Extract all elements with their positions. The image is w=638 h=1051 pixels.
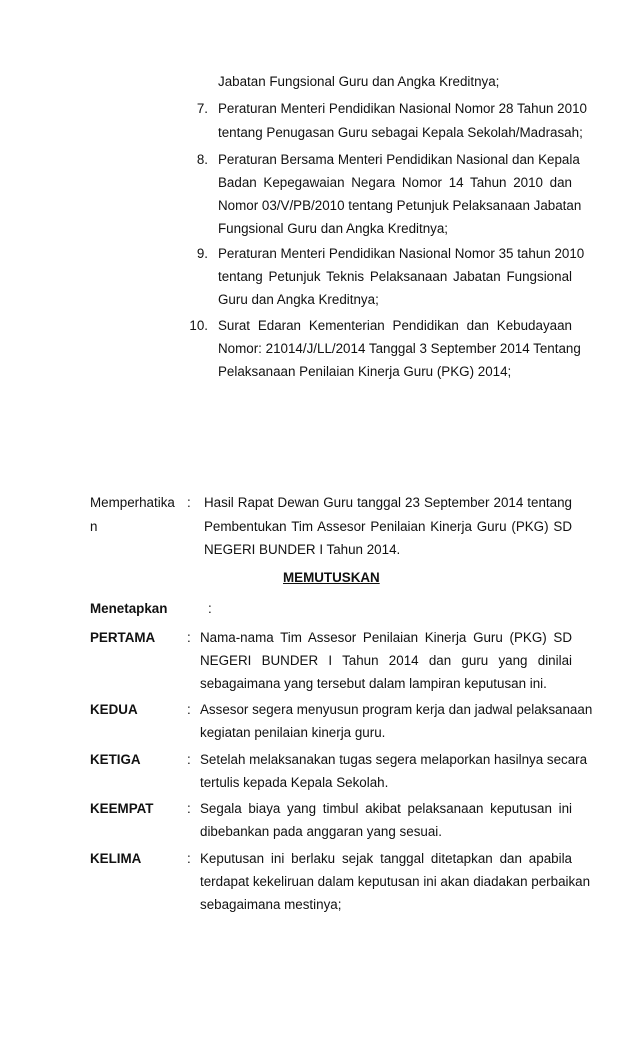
list-item-line: Nomor 03/V/PB/2010 tentang Petunjuk Pelaksanaan Jabatan xyxy=(218,198,582,213)
decision-label-kedua: KEDUA xyxy=(90,702,138,717)
list-number: 7. xyxy=(196,101,208,116)
decision-colon: : xyxy=(187,801,191,816)
list-item-line: Pelaksanaan Penilaian Kinerja Guru (PKG) 2014; xyxy=(218,364,512,379)
decision-colon: : xyxy=(187,702,191,717)
decision-label-keempat: KEEMPAT xyxy=(90,801,154,816)
decision-text-line: terdapat kekeliruan dalam keputusan ini akan diadakan perbaikan xyxy=(200,874,591,889)
memperhatikan-colon: : xyxy=(187,495,191,510)
list-item-line: Peraturan Bersama Menteri Pendidikan Nasional dan Kepala xyxy=(218,152,580,167)
decision-label-ketiga: KETIGA xyxy=(90,752,141,767)
menetapkan-label: Menetapkan xyxy=(90,601,168,616)
list-item-line: Peraturan Menteri Pendidikan Nasional Nomor 28 Tahun 2010 xyxy=(218,101,587,116)
decision-text-line: kegiatan penilaian kinerja guru. xyxy=(200,725,386,740)
memperhatikan-label: Memperhatika xyxy=(90,495,175,510)
decision-colon: : xyxy=(187,752,191,767)
decision-text-line: Nama-nama Tim Assesor Penilaian Kinerja Guru (PKG) SD xyxy=(200,630,572,645)
decision-text-line: Setelah melaksanakan tugas segera melaporkan hasilnya secara xyxy=(200,752,588,767)
decision-text-line: Keputusan ini berlaku sejak tanggal ditetapkan dan apabila xyxy=(200,851,572,866)
list-item-line: tentang Penugasan Guru sebagai Kepala Sekolah/Madrasah; xyxy=(218,125,583,140)
list-item-line: Nomor: 21014/J/LL/2014 Tanggal 3 September 2014 Tentang xyxy=(218,341,581,356)
decision-label-pertama: PERTAMA xyxy=(90,630,156,645)
list-item-line: Badan Kepegawaian Negara Nomor 14 Tahun 2010 dan xyxy=(218,175,572,190)
menetapkan-colon: : xyxy=(208,601,212,616)
decision-colon: : xyxy=(187,851,191,866)
memperhatikan-text-line: Hasil Rapat Dewan Guru tanggal 23 September 2014 tentang xyxy=(204,495,572,510)
decision-label-kelima: KELIMA xyxy=(90,851,142,866)
decision-text-line: NEGERI BUNDER I Tahun 2014 dan guru yang dinilai xyxy=(200,653,572,668)
decision-text-line: sebagaimana yang tersebut dalam lampiran keputusan ini. xyxy=(200,676,547,691)
memperhatikan-text-line: Pembentukan Tim Assesor Penilaian Kinerja Guru (PKG) SD xyxy=(204,519,572,534)
list-number: 8. xyxy=(196,152,208,167)
decision-text-line: sebagaimana mestinya; xyxy=(200,897,342,912)
memperhatikan-label-wrap: n xyxy=(90,519,98,534)
list-item-line: Guru dan Angka Kreditnya; xyxy=(218,292,379,307)
decision-colon: : xyxy=(187,630,191,645)
decision-text-line: Segala biaya yang timbul akibat pelaksanaan keputusan ini xyxy=(200,801,572,816)
memutuskan-heading: MEMUTUSKAN xyxy=(283,570,380,585)
memperhatikan-text-line: NEGERI BUNDER I Tahun 2014. xyxy=(204,542,401,557)
decision-text-line: dibebankan pada anggaran yang sesuai. xyxy=(200,824,442,839)
list-item-line: Surat Edaran Kementerian Pendidikan dan Kebudayaan xyxy=(218,318,572,333)
list-item-line: tentang Petunjuk Teknis Pelaksanaan Jabatan Fungsional xyxy=(218,269,572,284)
list-item-continuation: Jabatan Fungsional Guru dan Angka Kreditnya; xyxy=(218,74,500,89)
list-number: 10. xyxy=(189,318,208,333)
decision-text-line: Assesor segera menyusun program kerja dan jadwal pelaksanaan xyxy=(200,702,593,717)
list-item-line: Peraturan Menteri Pendidikan Nasional Nomor 35 tahun 2010 xyxy=(218,246,585,261)
decision-text-line: tertulis kepada Kepala Sekolah. xyxy=(200,775,389,790)
list-number: 9. xyxy=(196,246,208,261)
list-item-line: Fungsional Guru dan Angka Kreditnya; xyxy=(218,221,449,236)
